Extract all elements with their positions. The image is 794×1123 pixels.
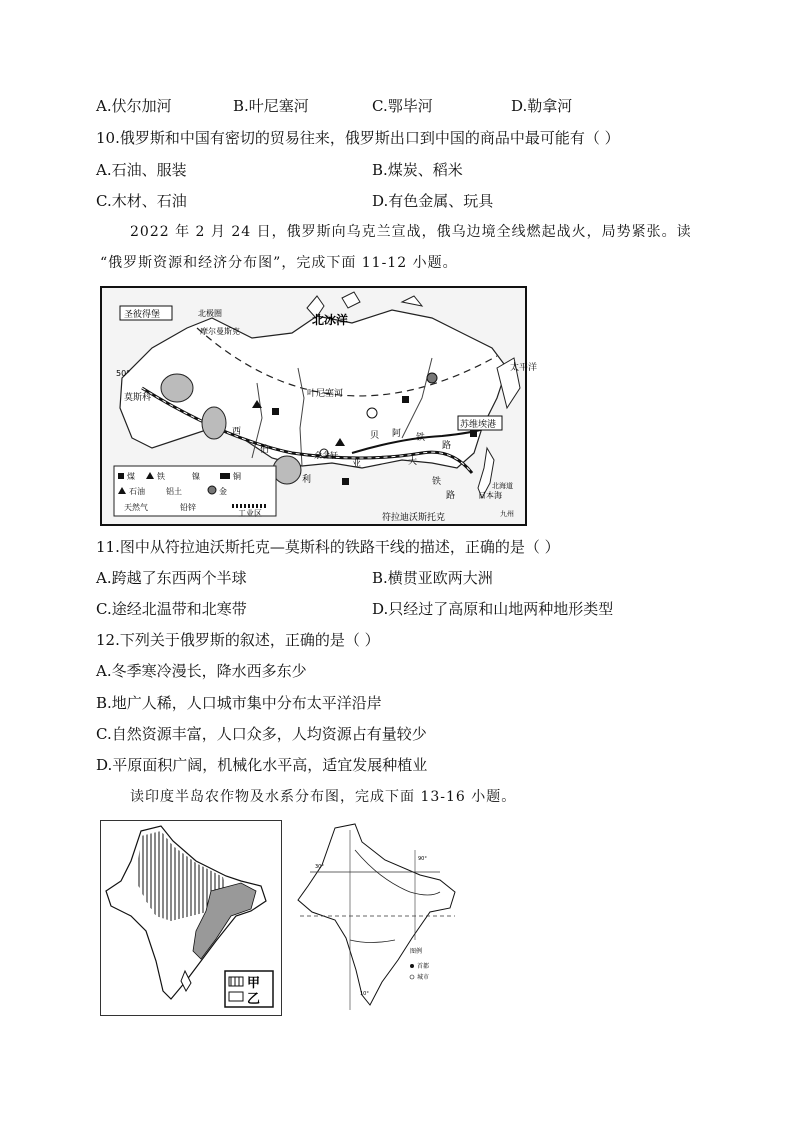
legend-industrial: 工业区 xyxy=(238,509,262,518)
label-vladivostok: 符拉迪沃斯托克 xyxy=(382,513,446,523)
legend-oil: 石油 xyxy=(129,487,145,496)
q10-option-a: A.石油、服装 xyxy=(96,161,187,179)
legend-title: 图例 xyxy=(410,948,423,955)
india-lat10: 10° xyxy=(360,991,369,997)
legend-lead-zinc: 铅锌 xyxy=(180,503,196,512)
q9-option-a: A.伏尔加河 xyxy=(96,97,172,115)
label-murmansk: 摩尔曼斯克 xyxy=(200,327,240,336)
rail-label-9: 大 xyxy=(408,457,418,467)
india-river-map xyxy=(290,820,475,1020)
rail-label-1: 西 xyxy=(232,427,242,437)
q10-stem: 10.俄罗斯和中国有密切的贸易往来，俄罗斯出口到中国的商品中最可能有（ ） xyxy=(96,129,620,147)
q12-option-c: C.自然资源丰富，人口众多，人均资源占有量较少 xyxy=(96,725,427,743)
q9-option-d: D.勒拿河 xyxy=(511,97,573,115)
legend-capital: 首都 xyxy=(417,963,430,970)
rail-label-11: 路 xyxy=(446,491,456,501)
rail-label-7: 铁 xyxy=(416,433,426,443)
q12-option-a: A.冬季寒冷漫长，降水西多东少 xyxy=(96,662,307,680)
rail-label-5: 贝 xyxy=(370,431,380,441)
legend-iron: 铁 xyxy=(157,472,165,481)
legend-city: 城市 xyxy=(417,974,430,981)
q12-stem: 12.下列关于俄罗斯的叙述，正确的是（ ） xyxy=(96,631,380,649)
q10-option-c: C.木材、石油 xyxy=(96,192,187,210)
rail-label-10: 铁 xyxy=(432,477,442,487)
q11-option-c: C.途经北温带和北寒带 xyxy=(96,600,247,618)
rail-label-8: 路 xyxy=(442,441,452,451)
legend-jia: 甲 xyxy=(247,976,261,991)
label-ob-city: 余舍轩 xyxy=(314,451,338,460)
label-pacific: 太平洋 xyxy=(510,363,538,373)
label-japan-sea: 日本海 xyxy=(478,491,502,500)
intro-11-12-line2: “俄罗斯资源和经济分布图”，完成下面 11-12 小题。 xyxy=(100,255,458,271)
legend-coal: 煤 xyxy=(127,472,135,481)
q10-option-b: B.煤炭、稻米 xyxy=(372,161,463,179)
q11-stem: 11.图中从符拉迪沃斯托克—莫斯科的铁路干线的描述，正确的是（ ） xyxy=(96,538,560,556)
rail-label-6: 阿 xyxy=(392,429,402,439)
label-moscow: 莫斯科 xyxy=(124,393,152,403)
legend-yi: 乙 xyxy=(247,992,261,1007)
q11-option-d: D.只经过了高原和山地两种地形类型 xyxy=(372,600,614,618)
rail-label-2: 伯 xyxy=(260,445,270,455)
q10-option-d: D.有色金属、玩具 xyxy=(372,192,494,210)
legend-gas: 天然气 xyxy=(124,503,148,512)
label-yenisei: 叶尼塞河 xyxy=(307,389,344,399)
label-sovetskaya-gavan: 苏维埃港 xyxy=(460,420,497,430)
legend-gold: 金 xyxy=(219,487,227,496)
label-st-petersburg: 圣彼得堡 xyxy=(124,310,161,320)
label-hokkaido: 北海道 xyxy=(492,482,513,490)
rail-label-4: 亚 xyxy=(352,459,362,469)
q9-option-b: B.叶尼塞河 xyxy=(233,97,309,115)
russia-resource-map xyxy=(100,286,538,526)
label-arctic-ocean: 北冰洋 xyxy=(312,313,349,327)
q11-option-a: A.跨越了东西两个半球 xyxy=(96,569,247,587)
legend-nickel: 镍 xyxy=(192,472,200,481)
legend-copper: 铜 xyxy=(233,472,241,481)
legend-bauxite: 铝土 xyxy=(166,487,182,496)
label-lat50: 50° xyxy=(116,369,131,378)
india-crop-map xyxy=(100,820,282,1016)
intro-11-12-line1: 2022 年 2 月 24 日，俄罗斯向乌克兰宣战，俄乌边境全线燃起战火，局势紧张。读 xyxy=(130,224,692,240)
intro-13-16: 读印度半岛农作物及水系分布图，完成下面 13-16 小题。 xyxy=(130,789,517,805)
q12-option-d: D.平原面积广阔，机械化水平高，适宜发展种植业 xyxy=(96,756,428,774)
q11-option-b: B.横贯亚欧两大洲 xyxy=(372,569,493,587)
india-lat30: 30° xyxy=(315,864,324,870)
india-lon90: 90° xyxy=(418,856,427,862)
label-kyushu: 九州 xyxy=(500,510,514,518)
q9-option-c: C.鄂毕河 xyxy=(372,97,433,115)
q12-option-b: B.地广人稀，人口城市集中分布太平洋沿岸 xyxy=(96,694,382,712)
label-arctic-circle: 北极圈 xyxy=(198,309,222,318)
rail-label-3: 利 xyxy=(302,475,312,485)
